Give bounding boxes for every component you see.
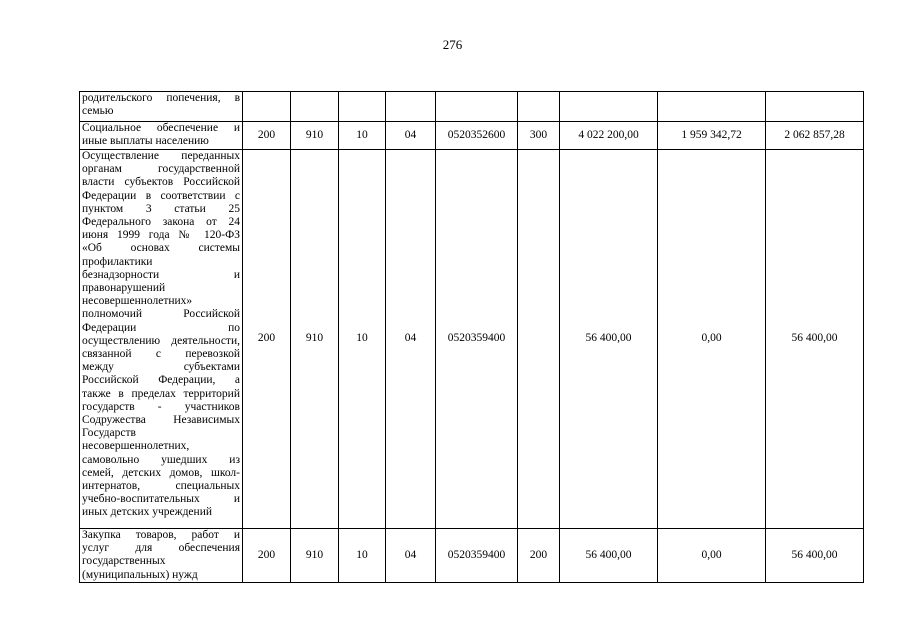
description-line: Содружества Независимых [82, 414, 240, 427]
description-line: июня 1999 года № 120-ФЗ [82, 229, 240, 242]
description-line: семью [82, 105, 114, 118]
description-line: Социальное обеспечение и [82, 122, 240, 134]
target-article-code-cell [436, 92, 518, 122]
executed-amount-cell: 1 959 342,72 [658, 122, 766, 150]
page-number: 276 [442, 37, 463, 52]
description-line: профилактики [82, 255, 153, 268]
description-line: власти субъектов Российской [82, 176, 240, 189]
section-code-cell: 10 [339, 529, 386, 583]
description-line: Федерального закона от 24 [82, 216, 240, 229]
planned-amount-cell: 56 400,00 [560, 150, 658, 529]
description-line: государств - участников [82, 400, 240, 413]
description-line: правонарушений [82, 282, 166, 295]
table-row [80, 92, 864, 122]
subsection-code-cell: 04 [386, 122, 436, 150]
description-line: иные выплаты населению [82, 135, 209, 148]
description-line: несовершеннолетних» [82, 295, 193, 308]
target-article-code-cell: 0520359400 [436, 150, 518, 529]
description-line: Государств [82, 427, 136, 440]
target-article-code-cell: 0520359400 [436, 529, 518, 583]
subsection-code-cell [386, 92, 436, 122]
description-line: семей, детских домов, школ- [82, 466, 240, 479]
description-line: (муниципальных) нужд [82, 568, 198, 581]
chapter-code-cell [291, 92, 339, 122]
expense-type-code-cell [518, 150, 560, 529]
description-line: безнадзорности и [82, 268, 240, 281]
admin-code-cell [243, 92, 291, 122]
description-line: осуществлению деятельности, [82, 334, 240, 347]
admin-code-cell: 200 [243, 529, 291, 583]
budget-table [79, 91, 864, 583]
description-line: также в пределах территорий [82, 387, 240, 400]
table-row [80, 150, 864, 529]
chapter-code-cell: 910 [291, 150, 339, 529]
remaining-amount-cell: 56 400,00 [766, 529, 864, 583]
target-article-code-cell: 0520352600 [436, 122, 518, 150]
description-line: Российской Федерации, а [82, 374, 240, 387]
planned-amount-cell [560, 92, 658, 122]
description-line: интернатов, специальных [82, 480, 240, 493]
expense-type-code-cell: 200 [518, 529, 560, 583]
row-description [80, 92, 243, 122]
section-code-cell [339, 92, 386, 122]
description-line: полномочий Российской [82, 308, 240, 321]
description-line: Закупка товаров, работ и [82, 529, 240, 541]
description-line: «Об основах системы [82, 242, 240, 255]
description-line: услуг для обеспечения [82, 542, 240, 555]
description-line: иных детских учреждений [82, 506, 213, 519]
section-code-cell: 10 [339, 150, 386, 529]
description-line: несовершеннолетних, [82, 440, 190, 453]
description-line: между субъектами [82, 361, 240, 374]
description-line: родительского попечения, в [82, 92, 240, 104]
expense-type-code-cell [518, 92, 560, 122]
admin-code-cell: 200 [243, 122, 291, 150]
description-line: Федерации в соответствии с [82, 189, 240, 202]
description-line: Осуществление переданных [82, 150, 240, 162]
executed-amount-cell: 0,00 [658, 529, 766, 583]
description-line: пунктом 3 статьи 25 [82, 202, 240, 215]
description-line: органам государственной [82, 163, 240, 176]
remaining-amount-cell: 56 400,00 [766, 150, 864, 529]
description-line: связанной с перевозкой [82, 348, 240, 361]
expense-type-code-cell: 300 [518, 122, 560, 150]
row-description [80, 150, 243, 529]
chapter-code-cell: 910 [291, 529, 339, 583]
row-description [80, 122, 243, 150]
planned-amount-cell: 4 022 200,00 [560, 122, 658, 150]
planned-amount-cell: 56 400,00 [560, 529, 658, 583]
executed-amount-cell: 0,00 [658, 150, 766, 529]
executed-amount-cell [658, 92, 766, 122]
section-code-cell: 10 [339, 122, 386, 150]
table-row [80, 529, 864, 583]
remaining-amount-cell: 2 062 857,28 [766, 122, 864, 150]
description-line: учебно-воспитательных и [82, 493, 240, 506]
description-line: Федерации по [82, 321, 240, 334]
description-line: самовольно ушедших из [82, 453, 240, 466]
table-row [80, 122, 864, 150]
subsection-code-cell: 04 [386, 150, 436, 529]
remaining-amount-cell [766, 92, 864, 122]
admin-code-cell: 200 [243, 150, 291, 529]
row-description [80, 529, 243, 583]
chapter-code-cell: 910 [291, 122, 339, 150]
description-line: государственных [82, 555, 166, 568]
subsection-code-cell: 04 [386, 529, 436, 583]
